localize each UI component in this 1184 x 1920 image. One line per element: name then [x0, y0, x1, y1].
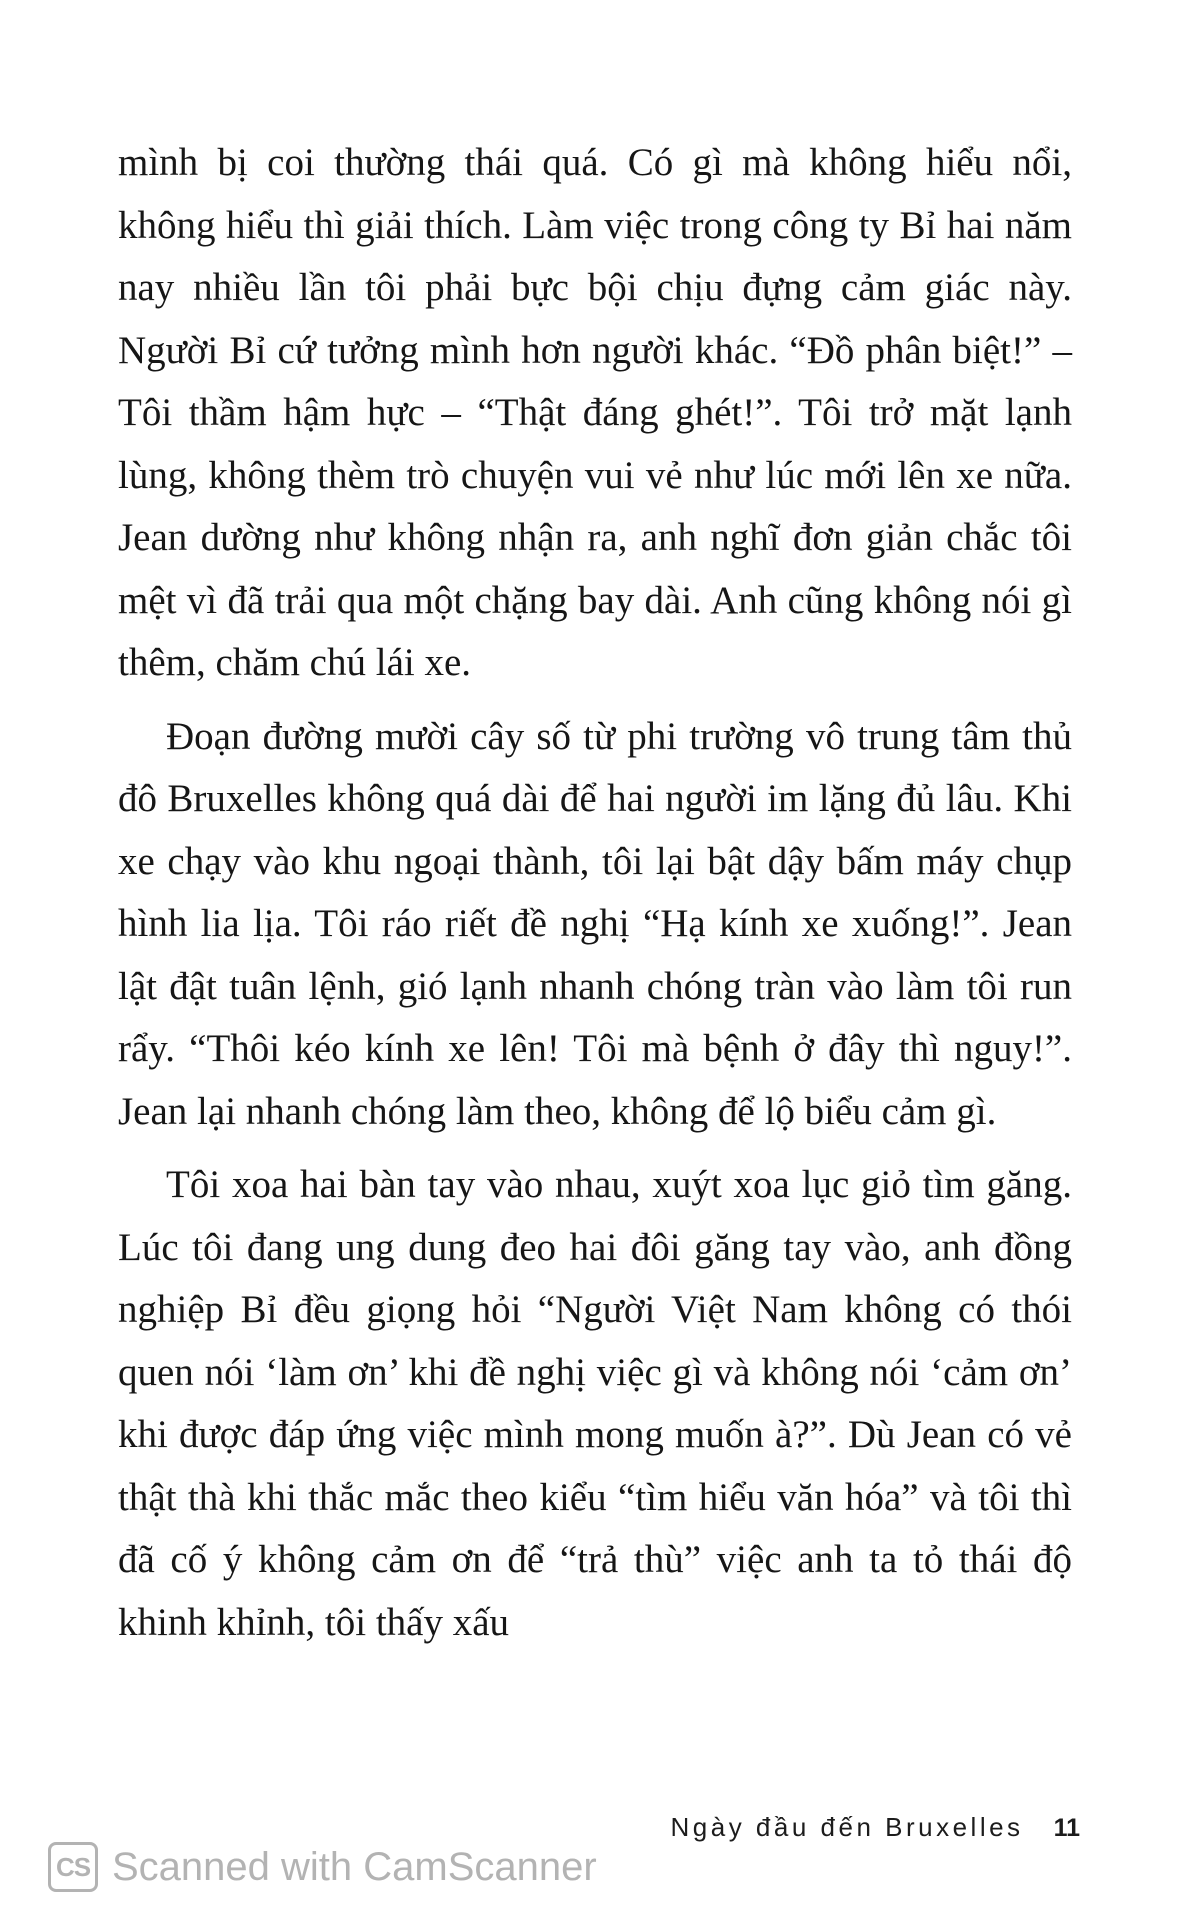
running-title: Ngày đầu đến Bruxelles [670, 1812, 1024, 1842]
camscanner-logo-icon: CS [48, 1842, 98, 1892]
paragraph-3: Tôi xoa hai bàn tay vào nhau, xuýt xoa lục giỏ tìm găng. Lúc tôi đang ung dung đeo hai đôi găng tay vào, anh đồng nghiệp Bỉ đều giọng hỏi “Người Việt Nam không có thói quen nói ‘làm ơn’ khi đề nghị việc gì và không nói ‘cảm ơn’ khi được đáp ứng việc mình mong muốn à?”. Dù Jean có vẻ thật thà khi thắc mắc theo kiểu “tìm hiểu văn hóa” và tôi thì đã cố ý không cảm ơn để “trả thù” việc anh ta tỏ thái độ khinh khỉnh, tôi thấy xấu [118, 1163, 1072, 1644]
camscanner-watermark [48, 1842, 597, 1892]
page-body [118, 132, 1072, 1654]
paragraph-2: Đoạn đường mười cây số từ phi trường vô trung tâm thủ đô Bruxelles không quá dài để hai người im lặng đủ lâu. Khi xe chạy vào khu ngoại thành, tôi lại bật dậy bấm máy chụp hình lia lịa. Tôi ráo riết đề nghị “Hạ kính xe xuống!”. Jean lật đật tuân lệnh, gió lạnh nhanh chóng tràn vào làm tôi run rẩy. “Thôi kéo kính xe lên! Tôi mà bệnh ở đây thì nguy!”. Jean lại nhanh chóng làm theo, không để lộ biểu cảm gì. [118, 714, 1072, 1133]
watermark-text: Scanned with CamScanner [112, 1844, 597, 1889]
page-number: 11 [1053, 1814, 1080, 1842]
page-footer [671, 1812, 1081, 1843]
paragraph-1: mình bị coi thường thái quá. Có gì mà không hiểu nổi, không hiểu thì giải thích. Làm việc trong công ty Bỉ hai năm nay nhiều lần tôi phải bực bội chịu đựng cảm giác này. Người Bỉ cứ tưởng mình hơn người khác. “Đồ phân biệt!” – Tôi thầm hậm hực – “Thật đáng ghét!”. Tôi trở mặt lạnh lùng, không thèm trò chuyện vui vẻ như lúc mới lên xe nữa. Jean dường như không nhận ra, anh nghĩ đơn giản chắc tôi mệt vì đã trải qua một chặng bay dài. Anh cũng không nói gì thêm, chăm chú lái xe. [118, 141, 1072, 684]
